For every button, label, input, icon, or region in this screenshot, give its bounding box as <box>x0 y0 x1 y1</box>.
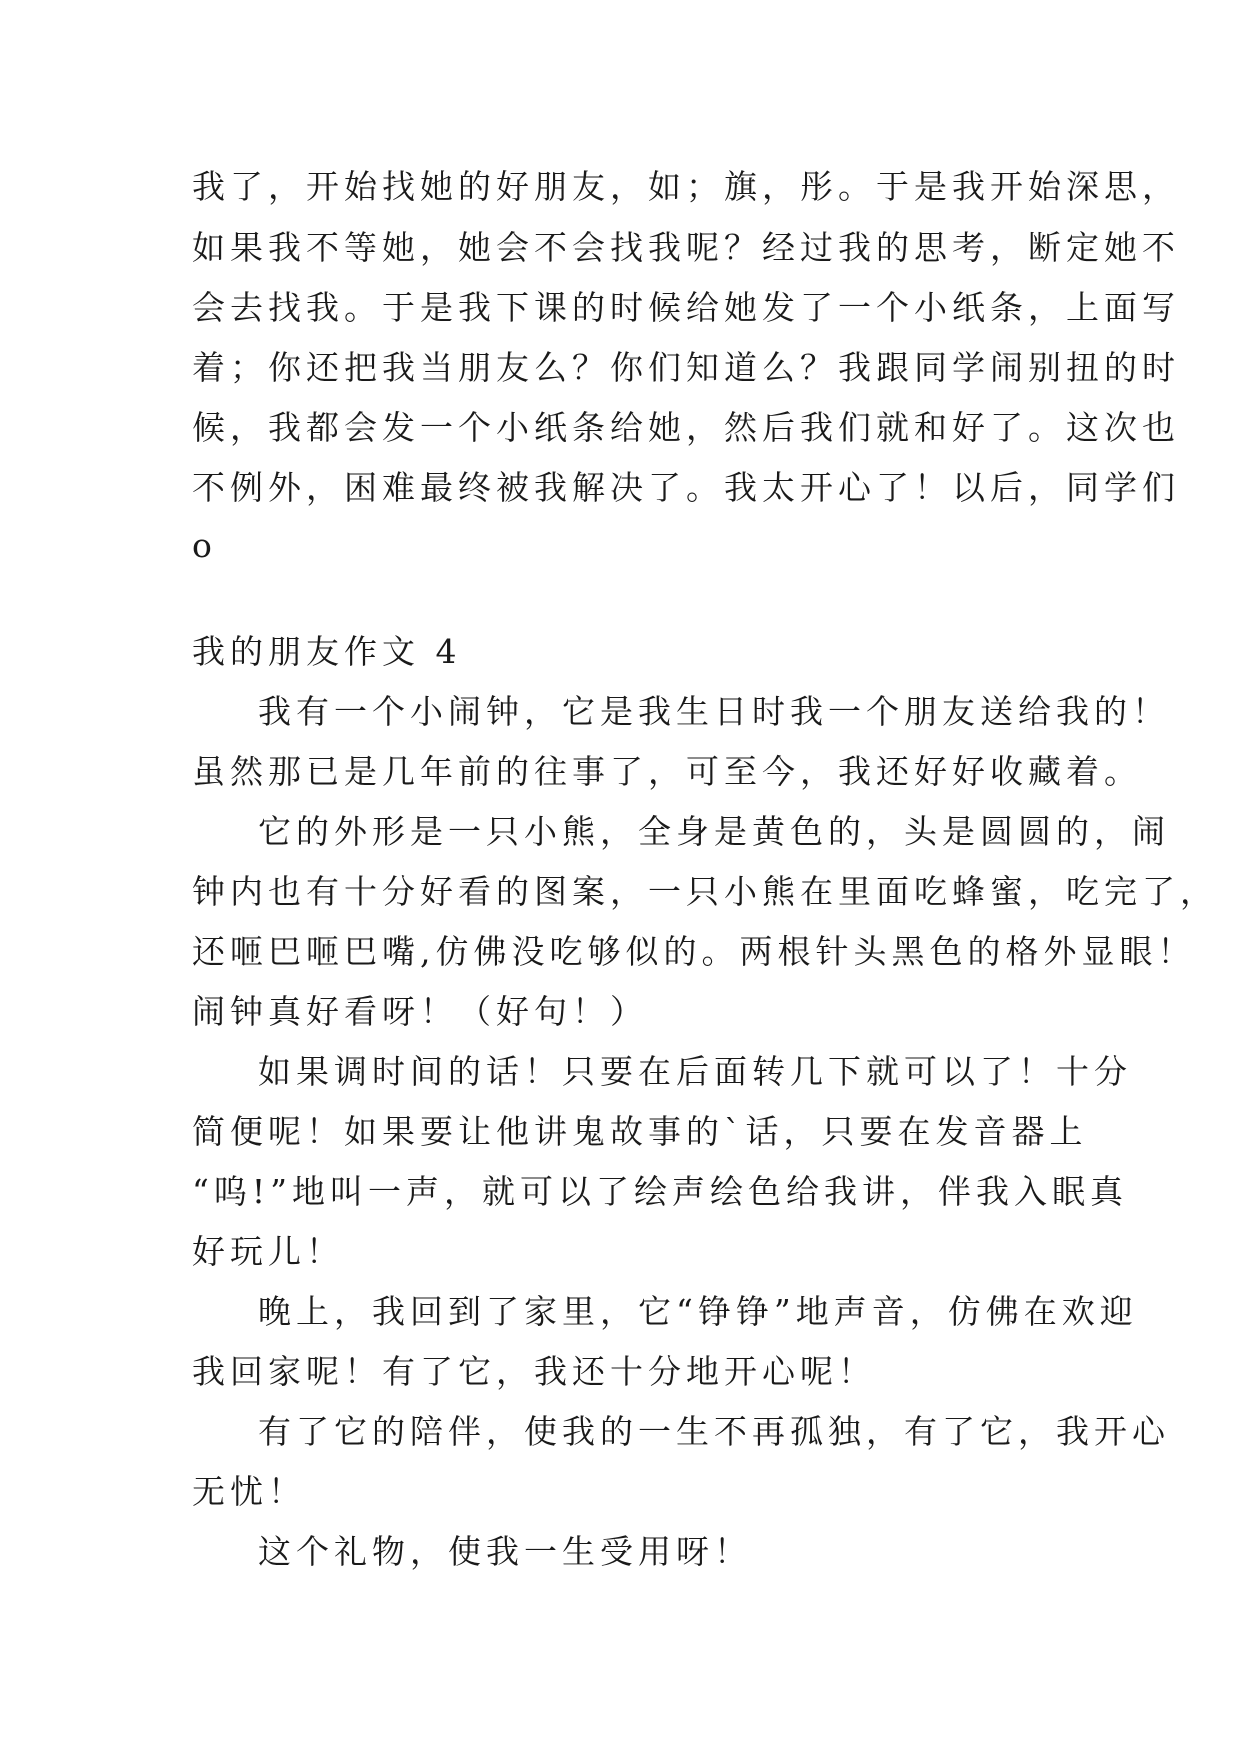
paragraph-line: 钟内也有十分好看的图案，一只小熊在里面吃蜂蜜，吃完了， <box>192 872 1218 911</box>
text-line: 我了，开始找她的好朋友，如；旗，彤。于是我开始深思， <box>192 167 1180 206</box>
paragraph-line: 简便呢！如果要让他讲鬼故事的`话，只要在发音器上 <box>192 1112 1088 1151</box>
paragraph-line: 闹钟真好看呀！（好句！） <box>192 992 648 1031</box>
section-heading: 我的朋友作文 4 <box>192 632 462 671</box>
paragraph-line: 晚上，我回到了家里，它“铮铮”地声音，仿佛在欢迎 <box>258 1292 1138 1331</box>
text-line: 着；你还把我当朋友么？你们知道么？我跟同学闹别扭的时 <box>192 348 1180 387</box>
paragraph-line: 虽然那已是几年前的往事了，可至今，我还好好收藏着。 <box>192 752 1142 791</box>
text-line: 如果我不等她，她会不会找我呢？经过我的思考，断定她不 <box>192 228 1180 267</box>
paragraph-line: 我回家呢！有了它，我还十分地开心呢！ <box>192 1352 876 1391</box>
paragraph-line: 还咂巴咂巴嘴,仿佛没吃够似的。两根针头黑色的格外显眼！ <box>192 932 1196 971</box>
text-line: 会去找我。于是我下课的时候给她发了一个小纸条，上面写 <box>192 288 1180 327</box>
paragraph-line: 我有一个小闹钟，它是我生日时我一个朋友送给我的！ <box>258 692 1170 731</box>
paragraph-line: 它的外形是一只小熊，全身是黄色的，头是圆圆的，闹 <box>258 812 1170 851</box>
paragraph-line: 这个礼物，使我一生受用呀！ <box>258 1532 752 1571</box>
paragraph-line: 如果调时间的话！只要在后面转几下就可以了！十分 <box>258 1052 1132 1091</box>
paragraph-line: 有了它的陪伴，使我的一生不再孤独，有了它，我开心 <box>258 1412 1170 1451</box>
paragraph-line: 无忧！ <box>192 1472 306 1511</box>
paragraph-line: 好玩儿！ <box>192 1232 344 1271</box>
text-line: 不例外，困难最终被我解决了。我太开心了！以后，同学们 <box>192 468 1180 507</box>
paragraph-line: “呜!”地叫一声，就可以了绘声绘色给我讲，伴我入眠真 <box>192 1172 1129 1211</box>
text-line: o <box>192 526 217 565</box>
text-line: 候，我都会发一个小纸条给她，然后我们就和好了。这次也 <box>192 408 1180 447</box>
